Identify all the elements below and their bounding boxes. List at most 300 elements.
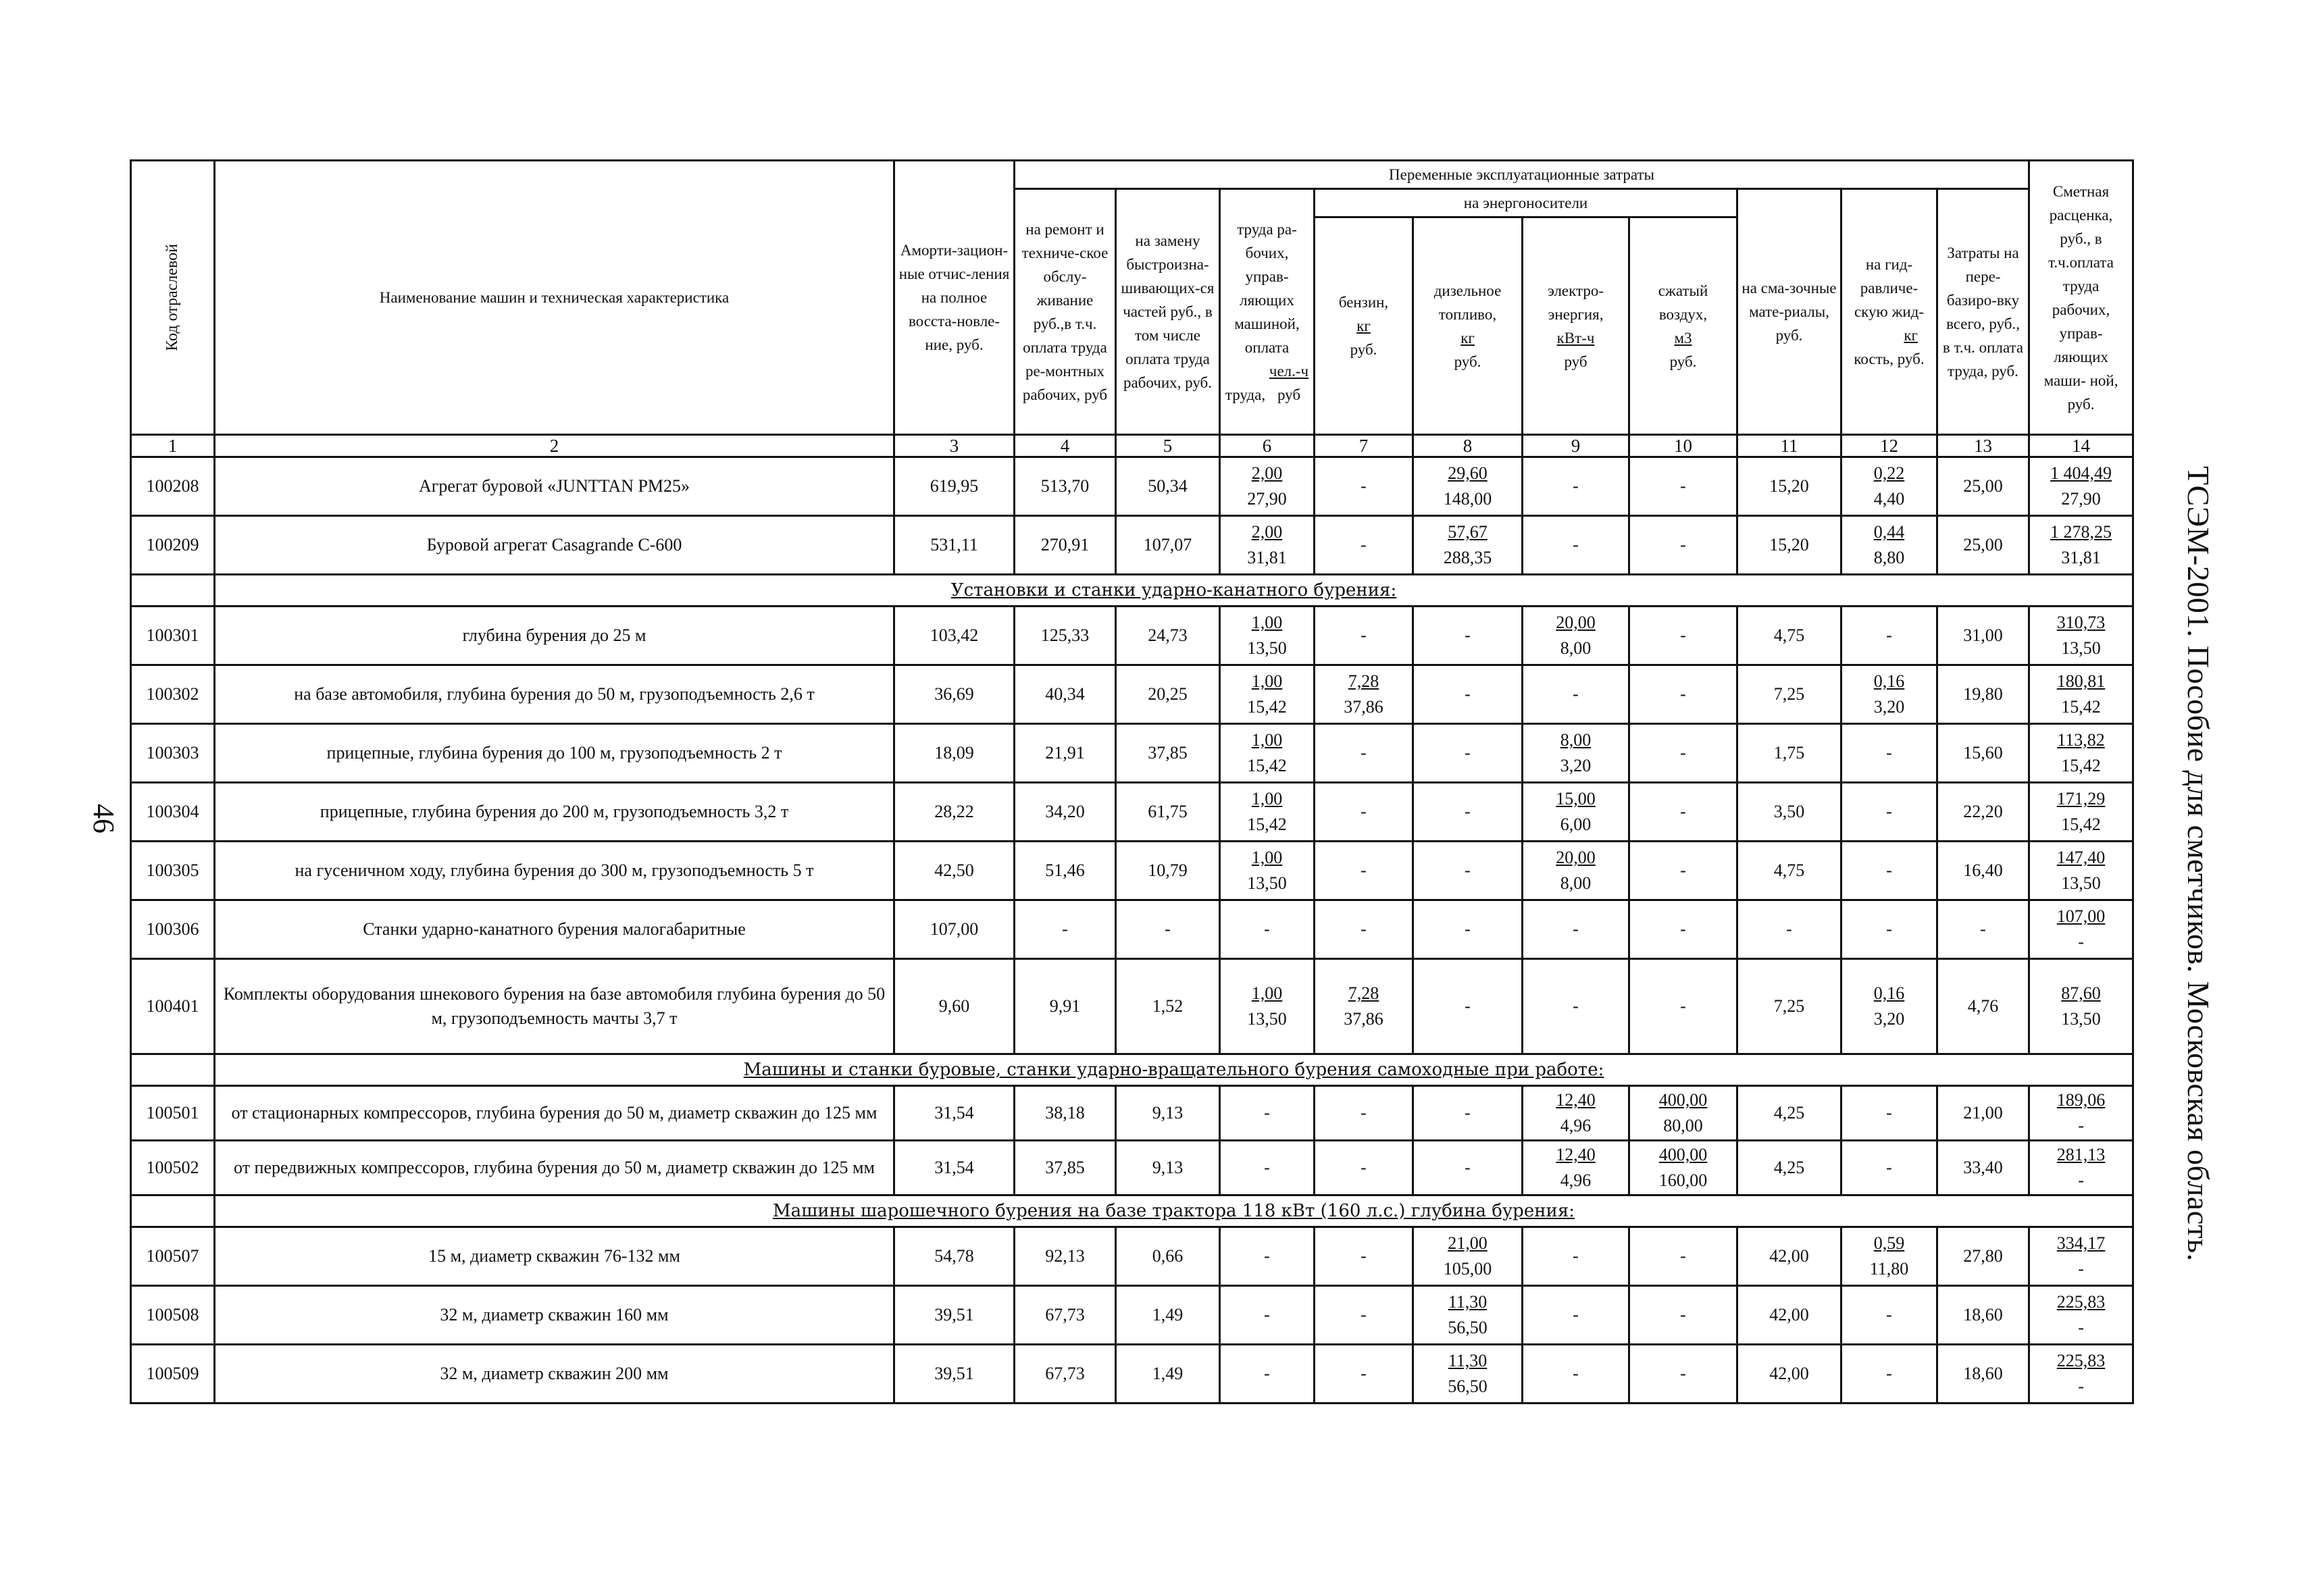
cell-elec (1523, 607, 1629, 665)
cell-labor (1220, 516, 1315, 575)
header-diesel: дизельное топливо, кг руб. (1413, 217, 1523, 435)
fraction-value (1444, 1231, 1492, 1282)
section-empty-cell (131, 1195, 215, 1227)
fraction-denominator: 3,20 (1560, 756, 1592, 775)
cell-replace: 50,34 (1116, 457, 1220, 516)
fraction-numerator: 11,30 (1448, 1351, 1488, 1370)
cell-labor (1220, 724, 1315, 783)
cell-repair: 67,73 (1015, 1286, 1116, 1345)
cell-elec: - (1523, 959, 1629, 1054)
side-title: ТСЭМ-2001. Пособие для сметчиков. Московская область. (2181, 466, 2216, 1262)
column-number: 5 (1116, 435, 1220, 457)
section-title: Машины и станки буровые, станки ударно-вращательного бурения самоходные при работе: (215, 1054, 2133, 1086)
cell-labor: - (1220, 1141, 1315, 1195)
cell-reloc: 18,60 (1937, 1345, 2029, 1404)
section-header-row (131, 1195, 2133, 1227)
cell-elec: - (1523, 665, 1629, 724)
fraction-denominator: 37,86 (1344, 697, 1383, 717)
cell-repair: 21,91 (1015, 724, 1116, 783)
cell-amort: 9,60 (894, 959, 1015, 1054)
cell-diesel: - (1413, 842, 1523, 900)
cell-labor: - (1220, 1286, 1315, 1345)
cell-reloc: 25,00 (1937, 516, 2029, 575)
cell-replace: 37,85 (1116, 724, 1220, 783)
fraction-numerator: 20,00 (1556, 613, 1596, 632)
fraction-denominator: 15,42 (1247, 756, 1287, 775)
cell-rate (2029, 842, 2133, 900)
fraction-denominator: - (2078, 1318, 2084, 1337)
fraction-numerator: 1 404,49 (2050, 463, 2112, 483)
cell-air: - (1629, 516, 1737, 575)
fraction-numerator: 225,83 (2056, 1351, 2106, 1370)
cell-petrol: - (1315, 900, 1413, 959)
header-lube: на сма-зочные мате-риалы, руб. (1737, 189, 1841, 435)
cell-replace: 24,73 (1116, 607, 1220, 665)
cell-hydro: - (1841, 1086, 1937, 1141)
machine-code: 100509 (131, 1345, 215, 1404)
column-number: 11 (1737, 435, 1841, 457)
cell-rate (2029, 1086, 2133, 1141)
fraction-numerator: 334,17 (2056, 1233, 2106, 1253)
fraction-value (1556, 1142, 1596, 1193)
cell-hydro: - (1841, 607, 1937, 665)
fraction-numerator: 11,30 (1448, 1292, 1488, 1312)
machine-name: прицепные, глубина бурения до 100 м, грузоподъемность 2 т (215, 724, 894, 783)
cell-air (1629, 1086, 1737, 1141)
cell-reloc: 18,60 (1937, 1286, 2029, 1345)
machine-code: 100508 (131, 1286, 215, 1345)
cell-rate (2029, 783, 2133, 842)
fraction-numerator: 0,44 (1873, 522, 1905, 542)
fraction-value (2057, 1231, 2106, 1282)
column-number: 13 (1937, 435, 2029, 457)
cell-amort: 36,69 (894, 665, 1015, 724)
table-row (131, 607, 2133, 665)
cell-petrol: - (1315, 607, 1413, 665)
table-row (131, 457, 2133, 516)
cell-reloc: - (1937, 900, 2029, 959)
fraction-value (2057, 610, 2106, 661)
fraction-numerator: 8,00 (1560, 730, 1592, 750)
fraction-numerator: 87,60 (2061, 983, 2101, 1003)
machine-name: от передвижных компрессоров, глубина бурения до 50 м, диаметр скважин до 125 мм (215, 1141, 894, 1195)
cell-elec (1523, 783, 1629, 842)
table-row (131, 1141, 2133, 1195)
cell-replace: 0,66 (1116, 1227, 1220, 1286)
cell-hydro (1841, 959, 1937, 1054)
table-row (131, 665, 2133, 724)
cell-elec (1523, 1141, 1629, 1195)
cell-repair: 125,33 (1015, 607, 1116, 665)
cell-elec: - (1523, 457, 1629, 516)
column-number: 9 (1523, 435, 1629, 457)
cell-replace: 1,49 (1116, 1286, 1220, 1345)
column-number: 12 (1841, 435, 1937, 457)
fraction-value (1874, 981, 1905, 1032)
cell-air: - (1629, 900, 1737, 959)
fraction-value (2057, 669, 2106, 720)
section-empty-cell (131, 1054, 215, 1086)
cell-rate (2029, 665, 2133, 724)
fraction-denominator: 15,42 (2061, 756, 2101, 775)
table-row (131, 1286, 2133, 1345)
column-number: 7 (1315, 435, 1413, 457)
fraction-denominator: 37,86 (1344, 1009, 1383, 1029)
machine-code: 100302 (131, 665, 215, 724)
table-row (131, 959, 2133, 1054)
cell-air: - (1629, 959, 1737, 1054)
fraction-denominator: - (2078, 932, 2084, 952)
cell-elec: - (1523, 1286, 1629, 1345)
fraction-denominator: 288,35 (1443, 548, 1492, 567)
fraction-value (1874, 519, 1905, 571)
cell-repair: 9,91 (1015, 959, 1116, 1054)
table-row (131, 783, 2133, 842)
column-number: 6 (1220, 435, 1315, 457)
cell-replace: 9,13 (1116, 1086, 1220, 1141)
machine-name: Агрегат буровой «JUNTTAN PM25» (215, 457, 894, 516)
cell-lube: 42,00 (1737, 1227, 1841, 1286)
header-relocation: Затраты на пере-базиро-вку всего, руб., в т.ч. оплата труда, руб. (1937, 189, 2029, 435)
fraction-value (1448, 1348, 1488, 1399)
cell-diesel (1413, 457, 1523, 516)
machine-name: Станки ударно-канатного бурения малогабаритные (215, 900, 894, 959)
fraction-value (2050, 461, 2112, 512)
cell-replace: 20,25 (1116, 665, 1220, 724)
machine-code: 100306 (131, 900, 215, 959)
cell-rate (2029, 1141, 2133, 1195)
cell-reloc: 21,00 (1937, 1086, 2029, 1141)
fraction-numerator: 1,00 (1251, 671, 1283, 691)
cell-rate (2029, 1345, 2133, 1404)
table-row (131, 1086, 2133, 1141)
fraction-denominator: 4,96 (1560, 1170, 1592, 1190)
fraction-denominator: 105,00 (1443, 1259, 1492, 1279)
cell-petrol: - (1315, 1286, 1413, 1345)
cell-air (1629, 1141, 1737, 1195)
machine-code: 100304 (131, 783, 215, 842)
header-hydro: на гид-равличе-скую жид-кость, кг руб. (1841, 189, 1937, 435)
cell-reloc: 27,80 (1937, 1227, 2029, 1286)
fraction-denominator: 15,42 (2061, 815, 2101, 834)
fraction-denominator: 15,42 (1247, 697, 1287, 717)
machine-name: 32 м, диаметр скважин 160 мм (215, 1286, 894, 1345)
cell-repair: 51,46 (1015, 842, 1116, 900)
cell-amort: 531,11 (894, 516, 1015, 575)
fraction-numerator: 1,00 (1251, 848, 1283, 867)
cell-air: - (1629, 1227, 1737, 1286)
machine-code: 100209 (131, 516, 215, 575)
fraction-numerator: 20,00 (1556, 848, 1596, 867)
fraction-denominator: 15,42 (1247, 815, 1287, 834)
fraction-numerator: 7,28 (1348, 671, 1379, 691)
fraction-denominator: 4,96 (1560, 1116, 1592, 1135)
cell-hydro: - (1841, 1345, 1937, 1404)
column-numbers-row (131, 435, 2133, 457)
fraction-value (1874, 461, 1905, 512)
fraction-denominator: 80,00 (1663, 1116, 1703, 1135)
fraction-value (1444, 519, 1492, 571)
fraction-denominator: 160,00 (1658, 1170, 1708, 1190)
table-row (131, 1227, 2133, 1286)
fraction-value (2057, 1087, 2106, 1139)
fraction-numerator: 1 278,25 (2050, 522, 2112, 542)
machine-name: на гусеничном ходу, глубина бурения до 300 м, грузоподъемность 5 т (215, 842, 894, 900)
fraction-numerator: 12,40 (1556, 1090, 1596, 1110)
section-title: Машины шарошечного бурения на базе трактора 118 кВт (160 л.с.) глубина бурения: (215, 1195, 2133, 1227)
cell-labor: - (1220, 1345, 1315, 1404)
section-empty-cell (131, 575, 215, 607)
cell-diesel: - (1413, 1141, 1523, 1195)
fraction-value (1560, 727, 1592, 779)
cell-amort: 39,51 (894, 1286, 1015, 1345)
fraction-value (2050, 519, 2112, 571)
cell-lube: 42,00 (1737, 1286, 1841, 1345)
cell-diesel: - (1413, 665, 1523, 724)
table-row (131, 516, 2133, 575)
cell-labor (1220, 842, 1315, 900)
cell-petrol: - (1315, 1141, 1413, 1195)
table-row (131, 842, 2133, 900)
machine-code: 100401 (131, 959, 215, 1054)
cell-elec (1523, 724, 1629, 783)
fraction-value (1344, 669, 1383, 720)
fraction-denominator: 56,50 (1448, 1376, 1488, 1396)
fraction-denominator: 27,90 (1247, 489, 1287, 509)
fraction-denominator: 3,20 (1873, 1009, 1905, 1029)
fraction-value (1247, 727, 1287, 779)
cell-lube: 3,50 (1737, 783, 1841, 842)
fraction-numerator: 0,59 (1873, 1233, 1905, 1253)
cell-replace: 9,13 (1116, 1141, 1220, 1195)
cell-rate (2029, 607, 2133, 665)
table-body (131, 435, 2133, 1404)
fraction-denominator: 27,90 (2061, 489, 2101, 509)
fraction-denominator: - (2078, 1259, 2084, 1279)
cell-diesel: - (1413, 1086, 1523, 1141)
cell-rate (2029, 959, 2133, 1054)
cell-air: - (1629, 607, 1737, 665)
cell-lube: 15,20 (1737, 516, 1841, 575)
cell-lube: 7,25 (1737, 959, 1841, 1054)
fraction-denominator: 8,80 (1873, 548, 1905, 567)
fraction-denominator: 11,80 (1869, 1259, 1909, 1279)
fraction-value (1870, 1231, 1909, 1282)
fraction-numerator: 0,16 (1873, 671, 1905, 691)
fraction-value (1556, 845, 1596, 896)
fraction-value (1247, 519, 1287, 571)
header-name: Наименование машин и техническая характеристика (215, 161, 894, 435)
cell-amort: 619,95 (894, 457, 1015, 516)
fraction-numerator: 57,67 (1448, 522, 1488, 542)
cell-amort: 54,78 (894, 1227, 1015, 1286)
fraction-numerator: 147,40 (2056, 848, 2106, 867)
fraction-denominator: 6,00 (1560, 815, 1592, 834)
cell-replace: 1,49 (1116, 1345, 1220, 1404)
fraction-numerator: 400,00 (1658, 1145, 1708, 1164)
cell-reloc: 25,00 (1937, 457, 2029, 516)
header-labor: труда ра-бочих, управ-ляющих машиной, оплата труда, чел.-ч руб (1220, 189, 1315, 435)
fraction-numerator: 1,00 (1251, 730, 1283, 750)
cell-elec: - (1523, 900, 1629, 959)
cell-rate (2029, 1227, 2133, 1286)
cell-reloc: 19,80 (1937, 665, 2029, 724)
fraction-denominator: 8,00 (1560, 638, 1592, 658)
cell-diesel (1413, 1345, 1523, 1404)
fraction-numerator: 2,00 (1251, 463, 1283, 483)
fraction-denominator: - (2078, 1116, 2084, 1135)
fraction-denominator: 8,00 (1560, 873, 1592, 893)
cell-reloc: 31,00 (1937, 607, 2029, 665)
machine-name: 32 м, диаметр скважин 200 мм (215, 1345, 894, 1404)
header-amort: Аморти-зацион-ные отчис-ления на полное восста-новле-ние, руб. (894, 161, 1015, 435)
fraction-value (1448, 1289, 1488, 1341)
header-compressed-air: сжатый воздух, м3 руб. (1629, 217, 1737, 435)
cell-elec (1523, 842, 1629, 900)
fraction-value (2061, 981, 2101, 1032)
cell-lube: 4,75 (1737, 607, 1841, 665)
cell-diesel: - (1413, 724, 1523, 783)
fraction-denominator: 4,40 (1873, 489, 1905, 509)
cell-repair: 92,13 (1015, 1227, 1116, 1286)
section-header-row (131, 1054, 2133, 1086)
cell-hydro (1841, 457, 1937, 516)
fraction-numerator: 15,00 (1556, 789, 1596, 808)
machine-name: Буровой агрегат Casagrande C-600 (215, 516, 894, 575)
cell-lube: 4,25 (1737, 1086, 1841, 1141)
cell-repair: 37,85 (1015, 1141, 1116, 1195)
cell-reloc: 4,76 (1937, 959, 2029, 1054)
cell-amort: 31,54 (894, 1086, 1015, 1141)
cell-petrol: - (1315, 783, 1413, 842)
machine-code: 100501 (131, 1086, 215, 1141)
fraction-numerator: 21,00 (1448, 1233, 1488, 1253)
cell-air: - (1629, 1345, 1737, 1404)
cell-diesel: - (1413, 900, 1523, 959)
cell-amort: 107,00 (894, 900, 1015, 959)
machine-name: от стационарных компрессоров, глубина бурения до 50 м, диаметр скважин до 125 мм (215, 1086, 894, 1141)
header-petrol: бензин, кг руб. (1315, 217, 1413, 435)
column-number: 10 (1629, 435, 1737, 457)
fraction-denominator: 13,50 (1247, 638, 1287, 658)
cell-petrol: - (1315, 1227, 1413, 1286)
cell-labor: - (1220, 1227, 1315, 1286)
fraction-denominator: 31,81 (1247, 548, 1287, 567)
fraction-value (2057, 727, 2105, 779)
fraction-value (1556, 786, 1596, 838)
fraction-numerator: 0,22 (1873, 463, 1905, 483)
cell-rate (2029, 900, 2133, 959)
cell-replace: 107,07 (1116, 516, 1220, 575)
cell-labor (1220, 783, 1315, 842)
cell-amort: 42,50 (894, 842, 1015, 900)
cell-repair: 34,20 (1015, 783, 1116, 842)
fraction-denominator: - (2078, 1170, 2084, 1190)
fraction-value (1556, 1087, 1596, 1139)
cell-petrol: - (1315, 457, 1413, 516)
cell-lube: 15,20 (1737, 457, 1841, 516)
fraction-value (2057, 1289, 2106, 1341)
fraction-numerator: 310,73 (2056, 613, 2106, 632)
page-number: 46 (87, 804, 120, 833)
table-row (131, 900, 2133, 959)
cell-lube: - (1737, 900, 1841, 959)
cell-air: - (1629, 842, 1737, 900)
fraction-value (1247, 981, 1287, 1032)
cell-rate (2029, 516, 2133, 575)
cell-rate (2029, 1286, 2133, 1345)
fraction-numerator: 225,83 (2056, 1292, 2106, 1312)
machine-code: 100502 (131, 1141, 215, 1195)
cell-replace: 1,52 (1116, 959, 1220, 1054)
cell-petrol: - (1315, 842, 1413, 900)
machine-name: прицепные, глубина бурения до 200 м, грузоподъемность 3,2 т (215, 783, 894, 842)
fraction-numerator: 1,00 (1251, 613, 1283, 632)
cell-amort: 39,51 (894, 1345, 1015, 1404)
fraction-numerator: 189,06 (2056, 1090, 2106, 1110)
fraction-value (1247, 669, 1287, 720)
cell-petrol: - (1315, 1086, 1413, 1141)
fraction-numerator: 1,00 (1251, 789, 1283, 808)
cell-hydro (1841, 665, 1937, 724)
fraction-numerator: 12,40 (1556, 1145, 1596, 1164)
machine-rates-table (130, 159, 2134, 1404)
cell-amort: 28,22 (894, 783, 1015, 842)
cell-labor (1220, 959, 1315, 1054)
cell-replace: 61,75 (1116, 783, 1220, 842)
header-replace: на замену быстроизна-шивающих-ся частей руб., в том числе оплата труда рабочих, руб. (1116, 189, 1220, 435)
cell-air: - (1629, 1286, 1737, 1345)
cell-reloc: 33,40 (1937, 1141, 2029, 1195)
cell-lube: 4,25 (1737, 1141, 1841, 1195)
cell-air: - (1629, 783, 1737, 842)
fraction-value (2057, 786, 2106, 838)
cell-petrol (1315, 959, 1413, 1054)
machine-name: Комплекты оборудования шнекового бурения на базе автомобиля глубина бурения до 50 м, грузоподъемность мачты 3,7 т (215, 959, 894, 1054)
header-electricity: электро-энергия, кВт-ч руб (1523, 217, 1629, 435)
cell-hydro: - (1841, 1141, 1937, 1195)
fraction-value (2057, 845, 2106, 896)
fraction-value (1247, 786, 1287, 838)
fraction-denominator: 3,20 (1873, 697, 1905, 717)
cell-lube: 42,00 (1737, 1345, 1841, 1404)
machine-name: глубина бурения до 25 м (215, 607, 894, 665)
column-number: 3 (894, 435, 1015, 457)
cell-repair: - (1015, 900, 1116, 959)
fraction-denominator: 13,50 (2061, 1009, 2101, 1029)
machine-code: 100301 (131, 607, 215, 665)
fraction-numerator: 281,13 (2056, 1145, 2106, 1164)
column-number: 1 (131, 435, 215, 457)
machine-code: 100208 (131, 457, 215, 516)
cell-hydro: - (1841, 900, 1937, 959)
cell-elec: - (1523, 1227, 1629, 1286)
header-variable-costs: Переменные эксплуатационные затраты (1015, 161, 2029, 189)
fraction-denominator: 148,00 (1443, 489, 1492, 509)
fraction-denominator: 15,42 (2061, 697, 2101, 717)
cell-diesel: - (1413, 959, 1523, 1054)
machine-code: 100303 (131, 724, 215, 783)
cell-repair: 40,34 (1015, 665, 1116, 724)
cell-diesel (1413, 1286, 1523, 1345)
cell-diesel (1413, 1227, 1523, 1286)
machine-name: на базе автомобиля, глубина бурения до 50 м, грузоподъемность 2,6 т (215, 665, 894, 724)
header-repair: на ремонт и техниче-ское обслу-живание руб.,в т.ч. оплата труда ре-монтных рабочих, руб (1015, 189, 1116, 435)
fraction-denominator: 13,50 (1247, 873, 1287, 893)
cell-hydro: - (1841, 724, 1937, 783)
cell-hydro (1841, 1227, 1937, 1286)
cell-rate (2029, 457, 2133, 516)
